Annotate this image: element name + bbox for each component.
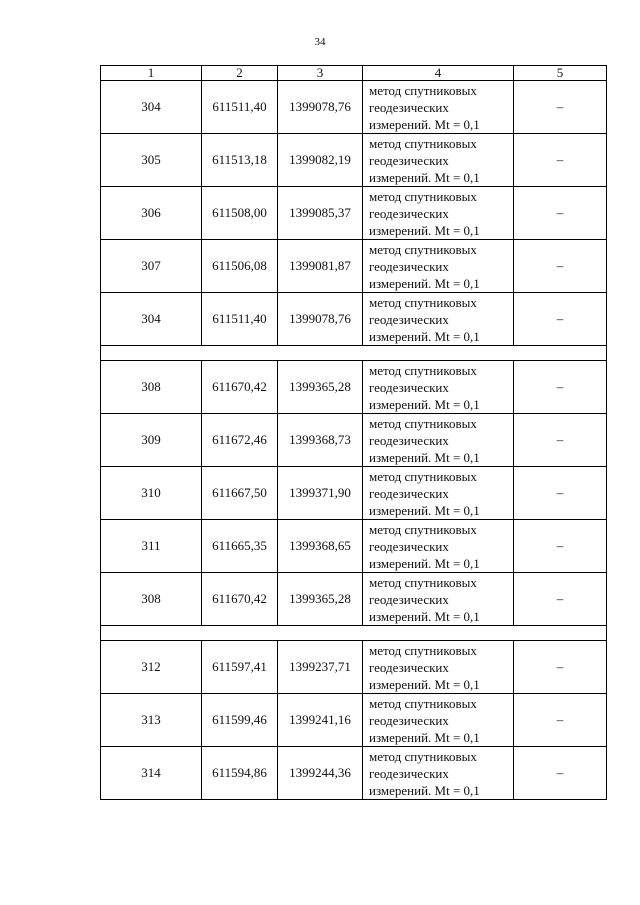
y-coordinate-cell: 1399078,76 — [278, 81, 363, 134]
method-cell — [363, 641, 514, 694]
method-line: метод спутниковых — [369, 135, 477, 151]
method-line: геодезических — [369, 99, 449, 115]
x-coordinate-cell: 611670,42 — [202, 361, 278, 414]
y-coordinate-cell: 1399237,71 — [278, 641, 363, 694]
x-coordinate-cell: 611597,41 — [202, 641, 278, 694]
note-cell: – — [514, 414, 607, 467]
method-line: метод спутниковых — [369, 574, 477, 590]
method-line: геодезических — [369, 765, 449, 781]
y-coordinate-cell: 1399241,16 — [278, 694, 363, 747]
table-row — [101, 187, 607, 240]
note-cell: – — [514, 641, 607, 694]
note-cell: – — [514, 694, 607, 747]
method-line: геодезических — [369, 152, 449, 168]
table-row — [101, 747, 607, 800]
table-row — [101, 361, 607, 414]
coordinates-table — [100, 65, 607, 800]
y-coordinate-cell: 1399244,36 — [278, 747, 363, 800]
note-cell: – — [514, 361, 607, 414]
method-line: метод спутниковых — [369, 642, 477, 658]
group-separator-row — [101, 346, 607, 361]
method-cell — [363, 81, 514, 134]
column-header-1: 1 — [101, 66, 202, 81]
method-line: геодезических — [369, 311, 449, 327]
point-number-cell: 305 — [101, 134, 202, 187]
method-cell — [363, 573, 514, 626]
table-row — [101, 641, 607, 694]
method-line: измерений. Mt = 0,1 — [369, 396, 480, 412]
x-coordinate-cell: 611594,86 — [202, 747, 278, 800]
x-coordinate-cell: 611670,42 — [202, 573, 278, 626]
column-header-5: 5 — [514, 66, 607, 81]
point-number-cell: 304 — [101, 293, 202, 346]
note-cell: – — [514, 81, 607, 134]
x-coordinate-cell: 611599,46 — [202, 694, 278, 747]
point-number-cell: 307 — [101, 240, 202, 293]
page-number: 34 — [314, 36, 326, 48]
point-number-cell: 314 — [101, 747, 202, 800]
y-coordinate-cell: 1399085,37 — [278, 187, 363, 240]
table-row — [101, 520, 607, 573]
note-cell: – — [514, 747, 607, 800]
y-coordinate-cell: 1399371,90 — [278, 467, 363, 520]
table-body — [101, 66, 607, 800]
point-number-cell: 309 — [101, 414, 202, 467]
method-line: геодезических — [369, 205, 449, 221]
note-cell: – — [514, 240, 607, 293]
group-separator-row — [101, 626, 607, 641]
method-line: измерений. Mt = 0,1 — [369, 116, 480, 132]
table-row — [101, 134, 607, 187]
table-row — [101, 293, 607, 346]
note-cell: – — [514, 187, 607, 240]
column-header-3: 3 — [278, 66, 363, 81]
method-line: измерений. Mt = 0,1 — [369, 328, 480, 344]
method-cell — [363, 240, 514, 293]
header-row — [101, 66, 607, 81]
table-row — [101, 240, 607, 293]
method-cell — [363, 187, 514, 240]
point-number-cell: 311 — [101, 520, 202, 573]
method-line: метод спутниковых — [369, 415, 477, 431]
method-line: геодезических — [369, 485, 449, 501]
x-coordinate-cell: 611506,08 — [202, 240, 278, 293]
method-line: метод спутниковых — [369, 748, 477, 764]
note-cell: – — [514, 134, 607, 187]
y-coordinate-cell: 1399078,76 — [278, 293, 363, 346]
group-separator-cell — [101, 626, 607, 641]
method-cell — [363, 293, 514, 346]
method-line: метод спутниковых — [369, 82, 477, 98]
y-coordinate-cell: 1399365,28 — [278, 573, 363, 626]
column-header-2: 2 — [202, 66, 278, 81]
method-line: метод спутниковых — [369, 468, 477, 484]
x-coordinate-cell: 611665,35 — [202, 520, 278, 573]
method-line: метод спутниковых — [369, 294, 477, 310]
method-line: геодезических — [369, 659, 449, 675]
method-line: метод спутниковых — [369, 695, 477, 711]
method-line: измерений. Mt = 0,1 — [369, 222, 480, 238]
method-cell — [363, 467, 514, 520]
method-line: измерений. Mt = 0,1 — [369, 608, 480, 624]
method-line: измерений. Mt = 0,1 — [369, 449, 480, 465]
note-cell: – — [514, 467, 607, 520]
y-coordinate-cell: 1399368,73 — [278, 414, 363, 467]
method-cell — [363, 414, 514, 467]
method-line: геодезических — [369, 379, 449, 395]
point-number-cell: 306 — [101, 187, 202, 240]
point-number-cell: 308 — [101, 361, 202, 414]
group-separator-cell — [101, 346, 607, 361]
method-line: метод спутниковых — [369, 521, 477, 537]
x-coordinate-cell: 611511,40 — [202, 293, 278, 346]
method-line: геодезических — [369, 712, 449, 728]
method-line: метод спутниковых — [369, 241, 477, 257]
point-number-cell: 312 — [101, 641, 202, 694]
note-cell: – — [514, 520, 607, 573]
x-coordinate-cell: 611667,50 — [202, 467, 278, 520]
table-row — [101, 414, 607, 467]
method-line: геодезических — [369, 432, 449, 448]
y-coordinate-cell: 1399081,87 — [278, 240, 363, 293]
x-coordinate-cell: 611672,46 — [202, 414, 278, 467]
point-number-cell: 310 — [101, 467, 202, 520]
point-number-cell: 304 — [101, 81, 202, 134]
note-cell: – — [514, 293, 607, 346]
method-cell — [363, 747, 514, 800]
method-line: геодезических — [369, 258, 449, 274]
x-coordinate-cell: 611511,40 — [202, 81, 278, 134]
note-cell: – — [514, 573, 607, 626]
method-line: измерений. Mt = 0,1 — [369, 676, 480, 692]
method-line: геодезических — [369, 538, 449, 554]
method-cell — [363, 694, 514, 747]
table-row — [101, 467, 607, 520]
column-header-4: 4 — [363, 66, 514, 81]
method-line: измерений. Mt = 0,1 — [369, 275, 480, 291]
method-cell — [363, 134, 514, 187]
point-number-cell: 308 — [101, 573, 202, 626]
method-line: измерений. Mt = 0,1 — [369, 555, 480, 571]
method-cell — [363, 520, 514, 573]
x-coordinate-cell: 611513,18 — [202, 134, 278, 187]
method-line: измерений. Mt = 0,1 — [369, 502, 480, 518]
y-coordinate-cell: 1399365,28 — [278, 361, 363, 414]
table-row — [101, 573, 607, 626]
y-coordinate-cell: 1399368,65 — [278, 520, 363, 573]
method-line: метод спутниковых — [369, 188, 477, 204]
method-line: метод спутниковых — [369, 362, 477, 378]
point-number-cell: 313 — [101, 694, 202, 747]
table-row — [101, 694, 607, 747]
method-line: измерений. Mt = 0,1 — [369, 782, 480, 798]
method-line: измерений. Mt = 0,1 — [369, 169, 480, 185]
y-coordinate-cell: 1399082,19 — [278, 134, 363, 187]
method-cell — [363, 361, 514, 414]
table-row — [101, 81, 607, 134]
method-line: измерений. Mt = 0,1 — [369, 729, 480, 745]
method-line: геодезических — [369, 591, 449, 607]
x-coordinate-cell: 611508,00 — [202, 187, 278, 240]
